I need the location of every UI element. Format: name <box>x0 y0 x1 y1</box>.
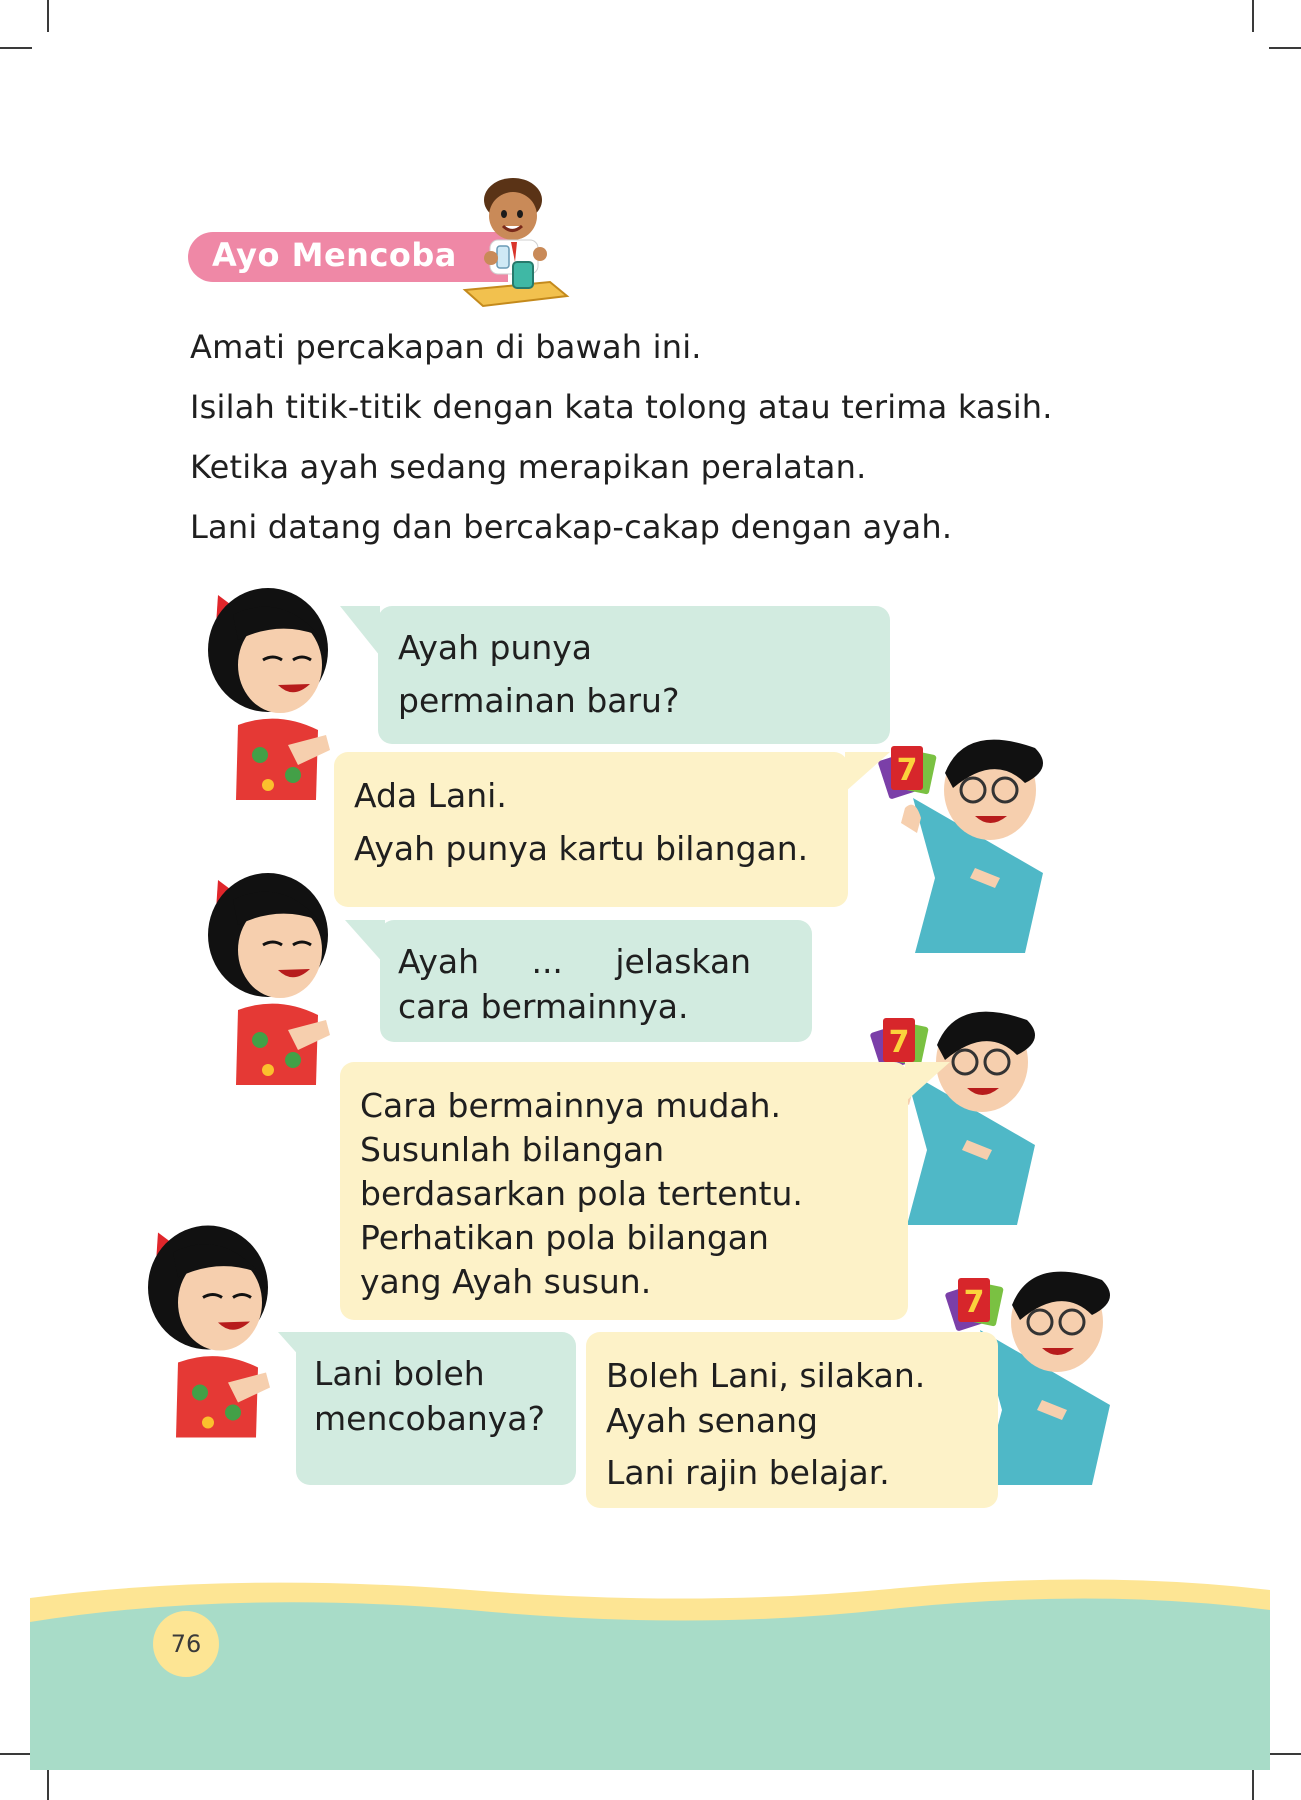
card-number: 7 <box>896 753 918 788</box>
bubble-tail <box>905 1062 950 1102</box>
lani-girl-illustration <box>198 580 338 800</box>
crop-mark-top-right-v <box>1252 0 1254 32</box>
lani-girl-illustration <box>138 1215 278 1440</box>
ayah-father-illustration <box>875 728 1075 953</box>
instruction-line: Ketika ayah sedang merapikan peralatan. <box>190 448 867 486</box>
card-number: 7 <box>888 1025 910 1060</box>
dialogue-line: permainan baru? <box>398 680 680 720</box>
dialogue-line: Boleh Lani, silakan. <box>606 1356 926 1395</box>
crop-mark-bottom-left-v <box>47 1768 49 1800</box>
speech-bubble-ayah <box>334 752 848 907</box>
speech-bubble-ayah <box>586 1332 998 1508</box>
dialogue-line: Ayah senang <box>606 1400 818 1440</box>
speech-bubble-lani <box>296 1332 576 1485</box>
dialogue-line: Lani rajin belajar. <box>606 1453 890 1493</box>
dialogue-line: Ayah punya <box>398 628 593 667</box>
speech-bubble-lani <box>378 606 890 744</box>
dialogue-line: Ada Lani. <box>354 776 507 815</box>
bubble-tail <box>340 606 380 656</box>
instruction-line: Amati percakapan di bawah ini. <box>190 328 702 366</box>
dialogue-line: Cara bermainnya mudah. <box>360 1086 782 1125</box>
crop-mark-bottom-right-v <box>1252 1768 1254 1800</box>
speech-bubble-lani <box>380 920 812 1042</box>
crop-mark-top-right-h <box>1269 47 1301 49</box>
instruction-line: Lani datang dan bercakap-cakap dengan ayah. <box>190 508 953 546</box>
dialogue-line: yang Ayah susun. <box>360 1261 652 1301</box>
bubble-tail <box>345 920 385 965</box>
bubble-tail <box>845 752 890 792</box>
section-title: Ayo Mencoba <box>212 236 457 274</box>
dialogue-line: Ayah ... jelaskan <box>398 942 752 981</box>
crop-mark-top-left-h <box>0 47 32 49</box>
dialogue-line: Ayah punya kartu bilangan. <box>354 828 809 868</box>
page-number: 76 <box>170 1630 202 1658</box>
boy-experiment-illustration <box>455 178 570 313</box>
dialogue-line: berdasarkan pola tertentu. <box>360 1173 803 1213</box>
instruction-line: Isilah titik-titik dengan kata tolong atau terima kasih. <box>190 388 1053 426</box>
dialogue-line: Perhatikan pola bilangan <box>360 1217 769 1257</box>
card-number: 7 <box>963 1285 985 1320</box>
dialogue-line: cara bermainnya. <box>398 986 689 1026</box>
dialogue-line: mencobanya? <box>314 1398 546 1438</box>
lani-girl-illustration <box>198 865 338 1085</box>
dialogue-line: Susunlah bilangan <box>360 1129 665 1169</box>
dialogue-line: Lani boleh <box>314 1354 485 1393</box>
crop-mark-top-left-v <box>47 0 49 32</box>
speech-bubble-ayah <box>340 1062 908 1320</box>
